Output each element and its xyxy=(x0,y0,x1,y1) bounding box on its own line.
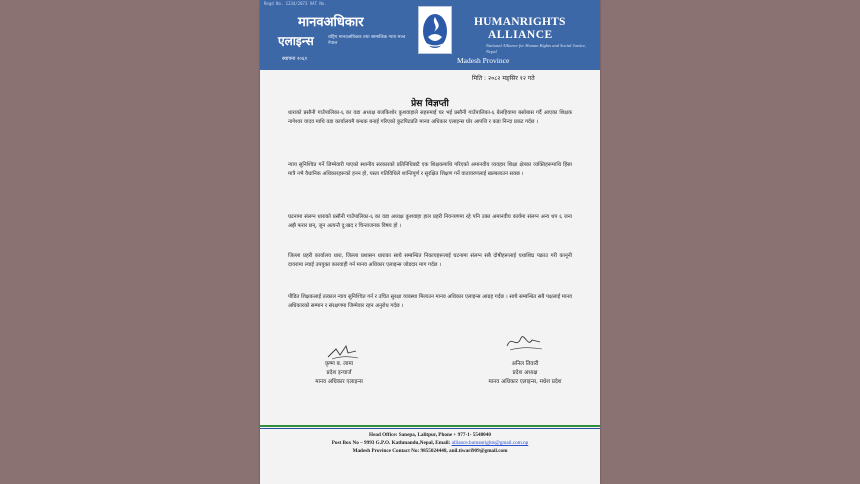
paragraph-2: न्याय सुनिश्चित गर्ने जिम्मेवारी पाएको स्थानीय सरकारको प्रतिनिधिबाटै एक शिक्षकमाथि गरिएको अमानवीय व्यवहार शिक्षा क्षेत्रका व्यक्तिहरूमाथि हिंसा मात्रै नभै वैधानिक अधिकारहरूको हनन हो, यस्ता गतिविधिले शान्तिपूर्ण र सुरक्षित शिक्षण गर्ने वातावरणलाई खल्बलाउन सक्छ । xyxy=(288,162,572,177)
document-date: मिति : २०८२ मङ्सिर १२ गते xyxy=(472,75,535,82)
tagline-english: National Alliance for Human Rights and Social Justice, Nepal xyxy=(486,43,587,54)
signatory-left-org: मानव अधिकार एलाइन्स xyxy=(315,379,363,385)
org-name-english-2: ALLIANCE xyxy=(488,29,553,41)
signatory-left-name: कृष्ण ब. लामा xyxy=(324,361,354,367)
tagline-nepali: राष्ट्रिय मानवअधिकार तथा सामाजिक न्याय मञ्च नेपाल xyxy=(328,35,406,46)
footer-email-link[interactable]: alliance.humanrights@gmail.com.np xyxy=(451,440,529,446)
established-nepali: स्थापना २०६१ xyxy=(282,56,308,62)
footer-divider-green xyxy=(260,425,600,427)
letterhead-footer xyxy=(260,431,600,455)
paragraph-1: धाराको प्रसौनी गाउँपालिका-६ का वडा अध्यक्ष बजकिशोर कुशवाहाले सहरुमाई घर भई प्रसौनी गाउँपालिका-६ बेलहियामा बसोबास गर्दै आएका शिक्षक नागेश्वर यादव माथि वडा कार्यालयमै बन्धक बनाई गरिएको कुटपिटप्रति मानव अधिकार एलाइन्स घोर आपत्ति र कडा निन्दा प्रकट गर्दछ । xyxy=(288,110,572,125)
signatory-right xyxy=(460,360,590,387)
signatory-right-role: प्रदेश अध्यक्ष xyxy=(512,370,538,376)
footer-province-contact: Madesh Province Contact No: 9855024448, anil.tiwari909@gmail.com xyxy=(352,448,508,454)
org-name-english-1: HUMANRIGHTS xyxy=(474,16,566,28)
signatory-left xyxy=(284,360,394,387)
signatory-left-role: प्रदेश इन्चार्ज xyxy=(326,370,352,376)
signatory-right-name: अनिल तिवारी xyxy=(511,361,539,367)
footer-divider-blue xyxy=(260,428,600,429)
paragraph-3: घटनामा संलग्न धाराको प्रसौनी गाउँपालिका-६ का वडा अध्यक्ष कुशवाहा हाल प्रहरी नियन्त्रणमा रहे पनि उक्त अमानवीय कार्यमा संलग्न अन्य थप ६ जना अझै फरार छन्, जुन अत्यन्तै दु:खद र चिन्ताजनक विषय हो । xyxy=(288,214,572,229)
org-name-nepali: मानवअधिकार xyxy=(298,15,364,30)
document-title: प्रेस विज्ञप्ती xyxy=(411,99,449,109)
letterhead-banner xyxy=(260,0,600,70)
paragraph-4: जिल्ला प्रहरी कार्यालय धारा, जिल्ला प्रशासन धाराका साथै सम्बन्धित निकायहरूलाई घटनामा संलग्न सबै दोषीहरूलाई यथाशिघ्र पक्राउ गरी कानूनी दायरामा ल्याई उपयुक्त कारवाही गर्न मानव अधिकार एलाइन्स जोडदार माग गर्दछ । xyxy=(288,253,572,268)
signatory-right-org: मानव अधिकार एलाइन्स, मधेश प्रदेश xyxy=(488,379,562,385)
footer-postal-text: Post Box No – 9993 G.P.O. Kathmandu,Nepal, Email: xyxy=(331,440,451,446)
org-name-nepali-2: एलाइन्स xyxy=(278,34,314,48)
paragraph-5: पीडित शिक्षकलाई तत्काल न्याय सुनिश्चित गर्न र उचित सुरक्षा व्यवस्था मिलाउन मानव अधिकार एलाइन्स आग्रह गर्दछ । साथै सम्बन्धित सबै पक्षलाई मानव अधिकारको सम्मान र संरक्षणमा जिम्मेवार रहन अनुरोध गर्दछ । xyxy=(288,294,572,309)
signature-left xyxy=(326,343,360,361)
registration-strip: Regd No. 1234/2073 VAT No. xyxy=(264,1,327,6)
province-label: Madesh Province xyxy=(457,56,510,65)
press-release-sheet xyxy=(260,0,600,484)
flame-hand-icon xyxy=(419,7,451,53)
footer-head-office: Head Office: Sanepa, Lalitpur, Phone + 977-1- 5548040 xyxy=(369,432,491,438)
org-logo xyxy=(418,6,452,54)
signature-right xyxy=(504,330,544,354)
footer-postal xyxy=(260,439,600,447)
